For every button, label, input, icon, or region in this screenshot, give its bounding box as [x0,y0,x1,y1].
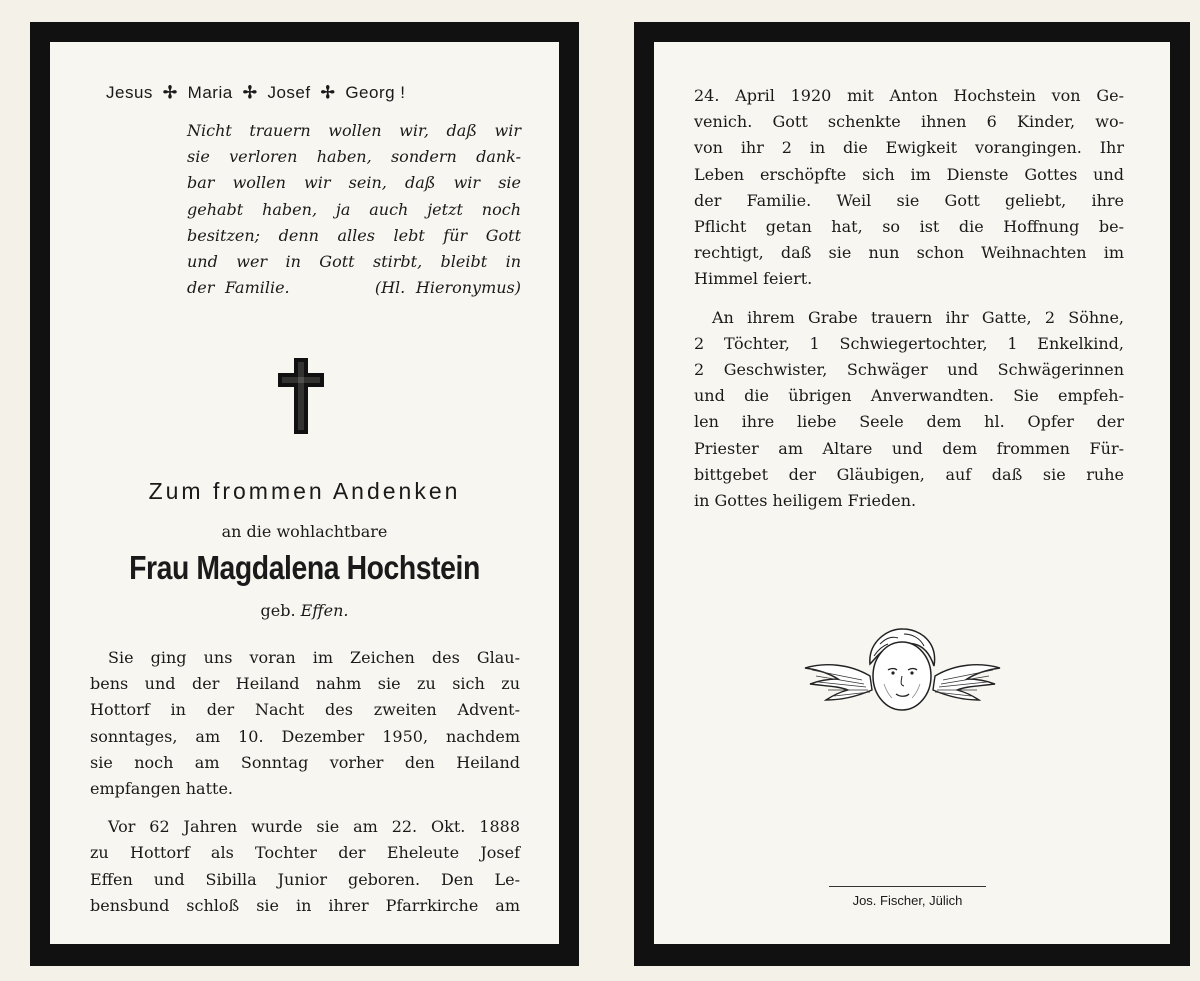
poem-line: bar wollen wir sein, daß wir sie [187,173,521,193]
text-line: Hottorf in der Nacht des zweiten Advent- [90,700,520,720]
invocation-name: Josef [267,83,311,102]
text-line: zu Hottorf als Tochter der Eheleute Josef [90,843,520,863]
text-line: 2 Geschwister, Schwäger und Schwägerinnen [694,360,1124,380]
latin-cross-icon [277,357,325,435]
printer-imprint: Jos. Fischer, Jülich [852,893,963,908]
text-line: der Familie. Weil sie Gott geliebt, ihre [694,190,1124,210]
text-line: Priester am Altare und dem frommen Für- [694,438,1124,458]
right-body-text [694,83,1124,514]
cross-separator-icon: ✢ [242,83,258,102]
poem-line: sie verloren haben, sondern dank- [187,147,521,167]
text-line: in Gottes heiligem Frieden. [694,491,917,511]
text-line: 24. April 1920 mit Anton Hochstein von Ge- [694,86,1124,105]
text-line: Leben erschöpfte sich im Dienste Gottes und [694,164,1124,184]
invocation-name: Georg ! [345,83,406,102]
imprint-rule [829,886,986,887]
text-line: bens und der Heiland nahm sie zu sich zu [90,674,520,694]
poem-line: besitzen; denn alles lebt für Gott [187,225,521,245]
invocation-name: Maria [187,83,233,102]
maiden-name [50,601,559,620]
poem-line: der Familie. (Hl. Hieronymus) [187,278,521,298]
text-line: sonntages, am 10. Dezember 1950, nachdem [90,726,520,746]
poem-line: und wer in Gott stirbt, bleibt in [187,252,521,272]
winged-cherub-icon [800,624,1005,719]
cross-separator-icon: ✢ [320,83,336,102]
text-line: Effen und Sibilla Junior geboren. Den Le- [90,869,520,889]
text-line: len ihre liebe Seele dem hl. Opfer der [694,412,1124,432]
text-line: 2 Töchter, 1 Schwiegertochter, 1 Enkelkind, [694,333,1124,353]
text-line: Vor 62 Jahren wurde sie am 22. Okt. 1888 [108,817,520,837]
text-line: und die übrigen Anverwandten. Sie empfeh- [694,386,1124,406]
memorial-heading: Zum frommen Andenken [148,478,461,504]
text-line: bensbund schloß sie in ihrer Pfarrkirche am [90,895,520,915]
text-line: An ihrem Grabe trauern ihr Gatte, 2 Söhne, [712,307,1124,327]
left-body-text [90,645,520,919]
poem-line: Nicht trauern wollen wir, daß wir [187,121,521,140]
deceased-name: Frau Magdalena Hochstein [129,549,480,586]
text-line: von ihr 2 in die Ewigkeit vorangingen. Ihr [694,138,1124,158]
cross-separator-icon: ✢ [162,83,178,102]
memorial-subheading: an die wohlachtbare [221,522,388,541]
maiden-name-prefix: geb. [260,601,296,620]
text-line: bittgebet der Gläubigen, auf daß sie ruhe [694,464,1124,484]
text-line: Sie ging uns voran im Zeichen des Glau- [108,648,520,667]
maiden-name-value: Effen. [300,601,349,620]
poem-quote [187,118,521,301]
text-line: Pflicht getan hat, so ist die Hoffnung be- [694,217,1124,237]
poem-line: gehabt haben, ja auch jetzt noch [187,199,521,219]
invocation-line [106,83,406,103]
text-line: venich. Gott schenkte ihnen 6 Kinder, wo- [694,112,1124,132]
text-line: Himmel feiert. [694,269,813,289]
text-line: empfangen hatte. [90,779,234,799]
text-line: rechtigt, daß sie nun schon Weihnachten im [694,243,1124,263]
text-line: sie noch am Sonntag vorher den Heiland [90,752,520,772]
invocation-name: Jesus [106,83,153,102]
